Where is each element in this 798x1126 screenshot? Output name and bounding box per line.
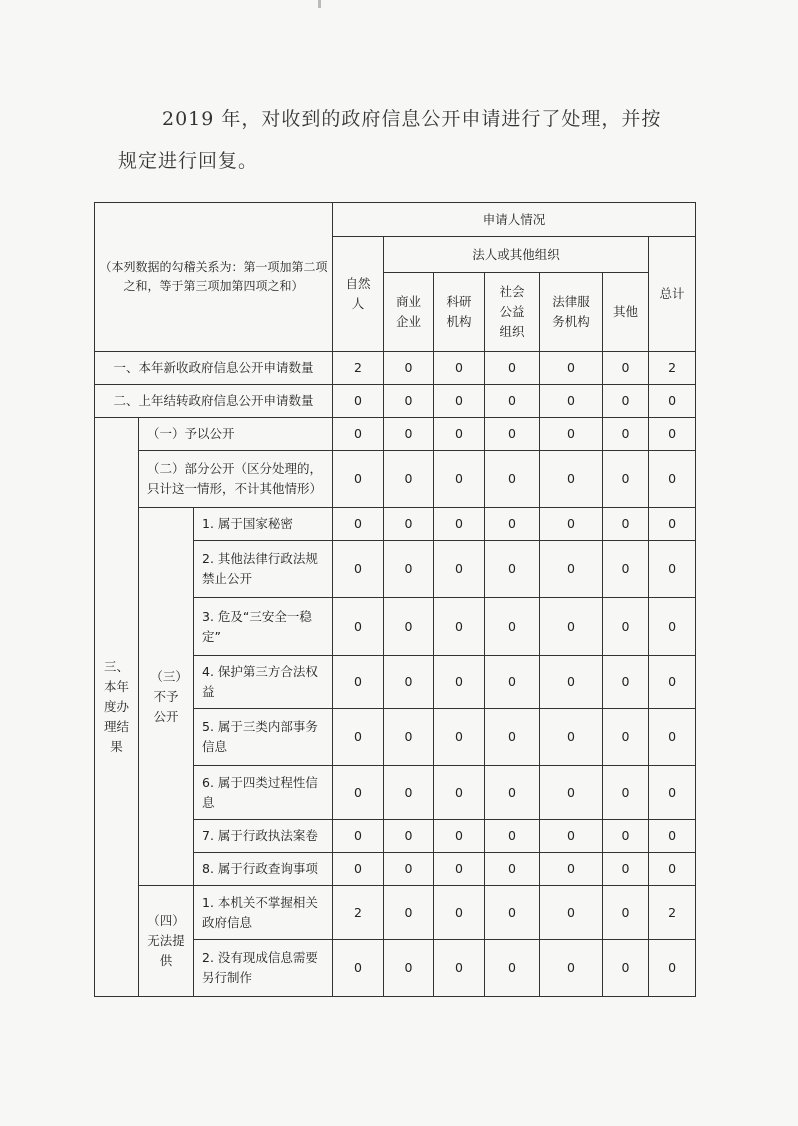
cell-other: 0 [603,351,649,384]
cell-legal-service: 0 [540,708,603,765]
cell-other: 0 [603,939,649,996]
cell-other: 0 [603,853,649,886]
scan-mark [318,0,321,8]
row-label: 2. 其他法律行政法规禁止公开 [194,541,333,598]
cell-natural: 0 [333,384,384,417]
section3-label: 三、本年度办理结果 [95,417,139,996]
cell-legal-service: 0 [540,766,603,820]
cell-research: 0 [434,508,485,541]
row-label: 二、上年结转政府信息公开申请数量 [95,384,333,417]
cell-legal-service: 0 [540,598,603,655]
cell-social: 0 [485,655,540,708]
row-label: （一）予以公开 [139,417,333,450]
header-legal-service: 法律服务机构 [540,273,603,351]
cell-social: 0 [485,820,540,853]
header-research: 科研机构 [434,273,485,351]
cell-total: 0 [649,708,696,765]
cell-commercial: 0 [384,766,434,820]
cell-commercial: 0 [384,598,434,655]
intro-paragraph [118,98,718,182]
cell-natural: 0 [333,939,384,996]
table-row [95,417,696,450]
cell-legal-service: 0 [540,655,603,708]
cell-social: 0 [485,598,540,655]
cell-research: 0 [434,351,485,384]
table-row [95,384,696,417]
cell-research: 0 [434,853,485,886]
cell-legal-service: 0 [540,417,603,450]
cell-legal-service: 0 [540,820,603,853]
header-total: 总计 [649,237,696,351]
cell-other: 0 [603,886,649,939]
cell-total: 0 [649,939,696,996]
cell-research: 0 [434,708,485,765]
cell-natural: 2 [333,886,384,939]
row-label: 6. 属于四类过程性信息 [194,766,333,820]
cell-total: 0 [649,853,696,886]
cell-legal-service: 0 [540,939,603,996]
disclosure-table [94,202,696,997]
cell-total: 0 [649,766,696,820]
cell-natural: 0 [333,541,384,598]
table-row [95,450,696,507]
cell-commercial: 0 [384,820,434,853]
cell-natural: 0 [333,508,384,541]
cell-other: 0 [603,541,649,598]
header-note-cell: （本列数据的勾稽关系为：第一项加第二项之和，等于第三项加第四项之和） [95,203,333,352]
cell-natural: 0 [333,708,384,765]
row-label: （二）部分公开（区分处理的，只计这一情形，不计其他情形） [139,450,333,507]
cell-natural: 2 [333,351,384,384]
cell-research: 0 [434,820,485,853]
cell-commercial: 0 [384,886,434,939]
cell-legal-service: 0 [540,450,603,507]
cell-total: 0 [649,450,696,507]
header-natural-person: 自然人 [333,237,384,351]
cell-commercial: 0 [384,417,434,450]
cell-other: 0 [603,508,649,541]
header-social-welfare: 社会公益组织 [485,273,540,351]
cell-commercial: 0 [384,450,434,507]
row-label: 3. 危及“三安全一稳定” [194,598,333,655]
table-row [95,508,696,541]
cell-social: 0 [485,384,540,417]
row-label: 1. 属于国家秘密 [194,508,333,541]
cell-research: 0 [434,384,485,417]
cell-social: 0 [485,853,540,886]
row-label: 5. 属于三类内部事务信息 [194,708,333,765]
cell-commercial: 0 [384,939,434,996]
cell-research: 0 [434,766,485,820]
cell-total: 0 [649,417,696,450]
sub3-label: （三）不予公开 [139,508,194,886]
cell-total: 0 [649,598,696,655]
header-applicant: 申请人情况 [333,203,696,237]
cell-social: 0 [485,351,540,384]
cell-other: 0 [603,820,649,853]
cell-natural: 0 [333,417,384,450]
cell-legal-service: 0 [540,541,603,598]
cell-research: 0 [434,886,485,939]
cell-legal-service: 0 [540,351,603,384]
cell-other: 0 [603,766,649,820]
cell-social: 0 [485,708,540,765]
row-label: 1. 本机关不掌握相关政府信息 [194,886,333,939]
cell-research: 0 [434,598,485,655]
cell-total: 0 [649,655,696,708]
header-other: 其他 [603,273,649,351]
intro-line-2: 规定进行回复。 [118,150,259,172]
cell-commercial: 0 [384,508,434,541]
cell-natural: 0 [333,655,384,708]
cell-total: 0 [649,820,696,853]
cell-social: 0 [485,541,540,598]
cell-research: 0 [434,541,485,598]
cell-total: 2 [649,886,696,939]
cell-commercial: 0 [384,541,434,598]
cell-natural: 0 [333,853,384,886]
cell-social: 0 [485,508,540,541]
cell-commercial: 0 [384,384,434,417]
row-label: 4. 保护第三方合法权益 [194,655,333,708]
cell-research: 0 [434,450,485,507]
cell-other: 0 [603,417,649,450]
cell-social: 0 [485,939,540,996]
cell-natural: 0 [333,766,384,820]
intro-line-1: 2019 年，对收到的政府信息公开申请进行了处理，并按 [162,108,662,130]
cell-natural: 0 [333,598,384,655]
row-label: 7. 属于行政执法案卷 [194,820,333,853]
cell-other: 0 [603,598,649,655]
cell-social: 0 [485,886,540,939]
cell-social: 0 [485,450,540,507]
cell-total: 2 [649,351,696,384]
cell-other: 0 [603,708,649,765]
cell-natural: 0 [333,820,384,853]
row-label: 一、本年新收政府信息公开申请数量 [95,351,333,384]
header-commercial: 商业企业 [384,273,434,351]
cell-legal-service: 0 [540,886,603,939]
cell-commercial: 0 [384,655,434,708]
table-row [95,351,696,384]
header-legal-group: 法人或其他组织 [384,237,649,273]
cell-total: 0 [649,541,696,598]
table-row [95,886,696,939]
cell-natural: 0 [333,450,384,507]
cell-total: 0 [649,508,696,541]
cell-legal-service: 0 [540,508,603,541]
cell-research: 0 [434,417,485,450]
cell-research: 0 [434,939,485,996]
row-label: 8. 属于行政查询事项 [194,853,333,886]
cell-legal-service: 0 [540,384,603,417]
cell-commercial: 0 [384,351,434,384]
cell-commercial: 0 [384,853,434,886]
cell-other: 0 [603,450,649,507]
cell-commercial: 0 [384,708,434,765]
cell-social: 0 [485,417,540,450]
cell-research: 0 [434,655,485,708]
row-label: 2. 没有现成信息需要另行制作 [194,939,333,996]
cell-other: 0 [603,655,649,708]
cell-other: 0 [603,384,649,417]
sub4-label: （四）无法提供 [139,886,194,997]
cell-total: 0 [649,384,696,417]
cell-legal-service: 0 [540,853,603,886]
cell-social: 0 [485,766,540,820]
